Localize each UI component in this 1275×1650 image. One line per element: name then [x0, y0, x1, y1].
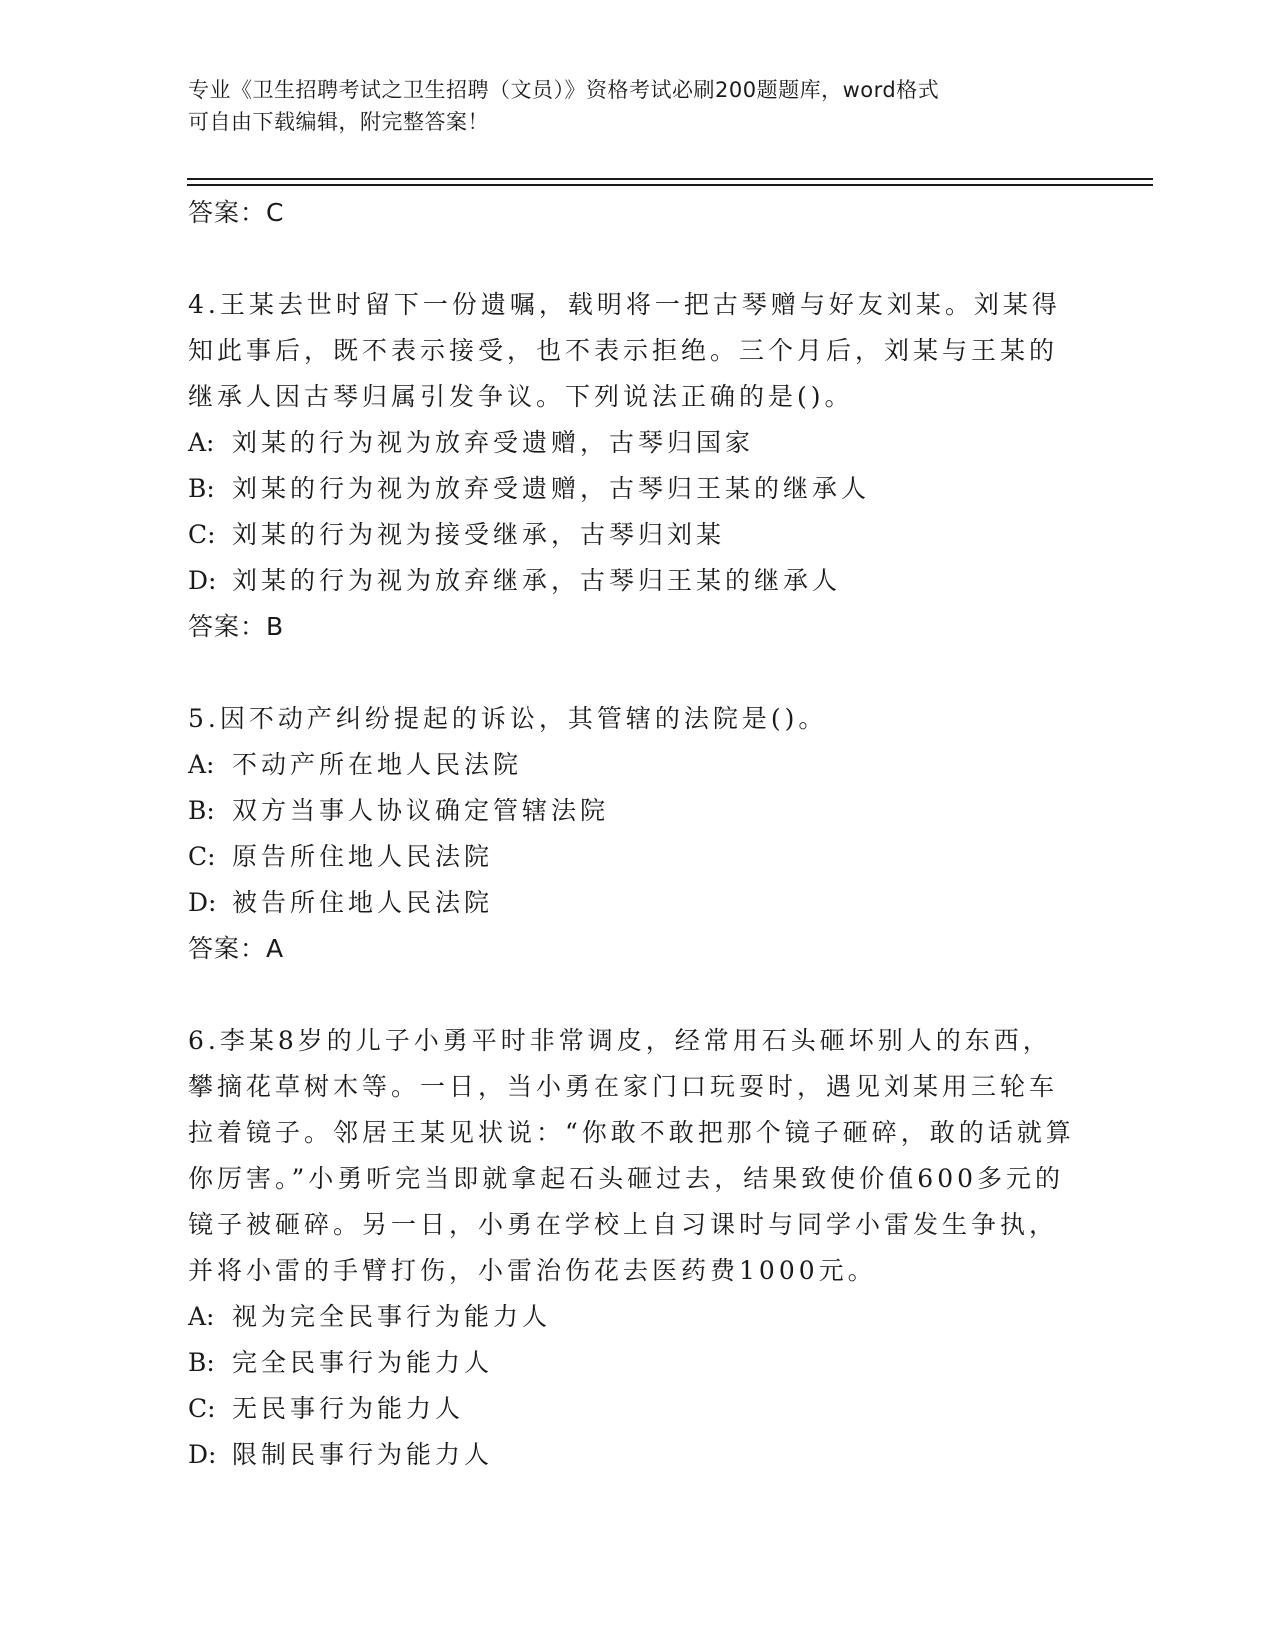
option-c [188, 1386, 1078, 1432]
option-text: 无民事行为能力人 [232, 1394, 465, 1423]
question-text: 4.王某去世时留下一份遗嘱，载明将一把古琴赠与好友刘某。刘某得知此事后，既不表示接受，也不表示拒绝。三个月后，刘某与王某的继承人因古琴归属引发争议。下列说法正确的是()。 [188, 290, 1061, 411]
option-text: 不动产所在地人民法院 [232, 750, 523, 779]
question-block [188, 696, 1078, 972]
answer-line: 答案：A [188, 934, 285, 963]
header-rule-bottom [187, 184, 1153, 186]
option-d [188, 1432, 1078, 1478]
option-b [188, 466, 1078, 512]
option-letter: C: [188, 520, 216, 549]
option-text: 完全民事行为能力人 [232, 1348, 494, 1377]
option-letter: D: [188, 1440, 217, 1469]
option-text: 限制民事行为能力人 [232, 1440, 494, 1469]
option-letter: B: [188, 474, 215, 503]
option-text: 原告所住地人民法院 [232, 842, 494, 871]
option-a [188, 742, 1078, 788]
option-letter: C: [188, 842, 216, 871]
option-letter: A: [188, 1302, 215, 1331]
option-c [188, 834, 1078, 880]
question-block [188, 282, 1078, 650]
option-text: 视为完全民事行为能力人 [232, 1302, 552, 1331]
answer-line: 答案：C [188, 198, 285, 227]
option-text: 刘某的行为视为接受继承，古琴归刘某 [232, 520, 726, 549]
option-letter: B: [188, 796, 215, 825]
option-a [188, 1294, 1078, 1340]
option-c [188, 512, 1078, 558]
option-text: 双方当事人协议确定管辖法院 [232, 796, 610, 825]
option-letter: A: [188, 750, 215, 779]
option-d [188, 880, 1078, 926]
option-b [188, 1340, 1078, 1386]
header-line-2: 可自由下载编辑，附完整答案！ [188, 110, 489, 134]
header-rule-top [187, 178, 1153, 180]
option-text: 被告所住地人民法院 [232, 888, 494, 917]
answer-line: 答案：B [188, 612, 285, 641]
option-text: 刘某的行为视为放弃继承，古琴归王某的继承人 [232, 566, 842, 595]
option-letter: A: [188, 428, 215, 457]
question-block [188, 1018, 1078, 1478]
option-letter: D: [188, 566, 217, 595]
header-line-1: 专业《卫生招聘考试之卫生招聘（文员）》资格考试必刷200题题库，word格式 [188, 78, 940, 102]
option-text: 刘某的行为视为放弃受遗赠，古琴归王某的继承人 [232, 474, 871, 503]
option-a [188, 420, 1078, 466]
document-body [188, 190, 1078, 1478]
option-b [188, 788, 1078, 834]
option-letter: B: [188, 1348, 215, 1377]
question-text: 6.李某8岁的儿子小勇平时非常调皮，经常用石头砸坏别人的东西，攀摘花草树木等。一日，当小勇在家门口玩耍时，遇见刘某用三轮车拉着镜子。邻居王某见状说：“你敢不敢把那个镜子砸碎，敢的话就算你厉害。”小勇听完当即就拿起石头砸过去，结果致使价值600多元的镜子被砸碎。另一日，小勇在学校上自习课时与同学小雷发生争执，并将小雷的手臂打伤，小雷治伤花去医药费1000元。 [188, 1026, 1075, 1285]
document-header [188, 74, 1068, 138]
option-letter: C: [188, 1394, 216, 1423]
option-d [188, 558, 1078, 604]
option-letter: D: [188, 888, 217, 917]
option-text: 刘某的行为视为放弃受遗赠，古琴归国家 [232, 428, 755, 457]
question-text: 5.因不动产纠纷提起的诉讼，其管辖的法院是()。 [188, 704, 828, 733]
